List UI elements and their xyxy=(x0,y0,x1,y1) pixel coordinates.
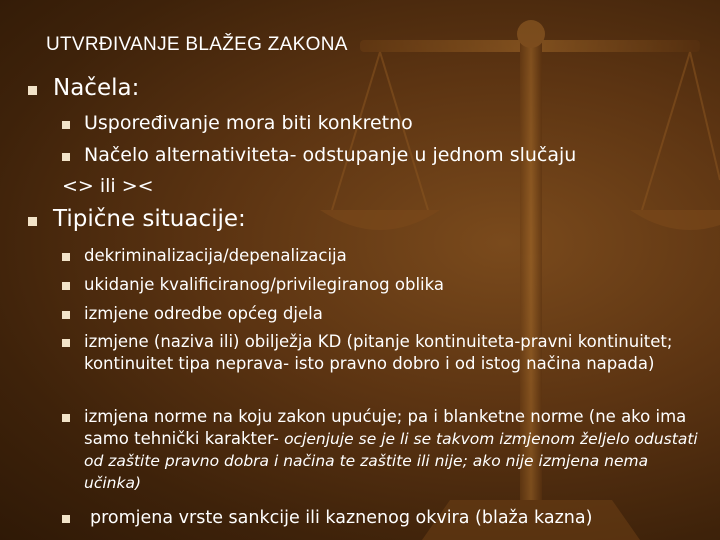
square-bullet-icon xyxy=(62,121,70,129)
square-bullet-icon xyxy=(62,253,70,261)
list-item-text: dekriminalizacija/depenalizacija xyxy=(84,246,347,265)
list-item-text: ukidanje kvalificiranog/privilegiranog oblika xyxy=(84,275,445,294)
list-item-continuation: <> ili >< xyxy=(62,175,154,197)
list-item xyxy=(62,303,702,325)
square-bullet-icon xyxy=(62,311,70,319)
list-item xyxy=(62,507,702,529)
list-item xyxy=(62,274,702,296)
square-bullet-icon xyxy=(28,86,37,95)
square-bullet-icon xyxy=(28,217,37,226)
list-item xyxy=(62,245,702,267)
list-item xyxy=(62,406,702,494)
list-item-text: Uspoređivanje mora biti konkretno xyxy=(84,112,413,134)
square-bullet-icon xyxy=(62,515,70,523)
list-item xyxy=(62,112,702,134)
section-heading-text: Tipične situacije: xyxy=(53,206,246,232)
list-item-text-regular: izmjena norme na koju zakon upućuje; pa i blanketne norme (ne ako ima samo tehnički karakter- xyxy=(84,407,687,448)
list-item-text: izmjene (naziva ili) obilježja KD (pitanje kontinuiteta-pravni kontinuitet; kontinuitet tipa neprava- isto pravno dobro i od istog načina napada) xyxy=(84,332,673,373)
list-item xyxy=(62,331,702,375)
section-heading-text: Načela: xyxy=(53,75,140,101)
list-item-text xyxy=(84,406,702,494)
square-bullet-icon xyxy=(62,282,70,290)
list-item-text: promjena vrste sankcije ili kaznenog okvira (blaža kazna) xyxy=(90,508,593,528)
square-bullet-icon xyxy=(62,414,70,422)
list-item-text: Načelo alternativiteta- odstupanje u jednom slučaju xyxy=(84,144,577,166)
square-bullet-icon xyxy=(62,339,70,347)
list-item-text-italic: ocjenjuje se je li se takvom izmjenom željelo odustati od zaštite pravno dobra i načina te zaštite ili nije; ako nije izmjena nema učinka) xyxy=(84,430,698,492)
list-item-text: izmjene odredbe općeg djela xyxy=(84,304,323,323)
list-item xyxy=(62,144,702,166)
square-bullet-icon xyxy=(62,153,70,161)
slide-title: UTVRĐIVANJE BLAŽEG ZAKONA xyxy=(46,34,348,55)
